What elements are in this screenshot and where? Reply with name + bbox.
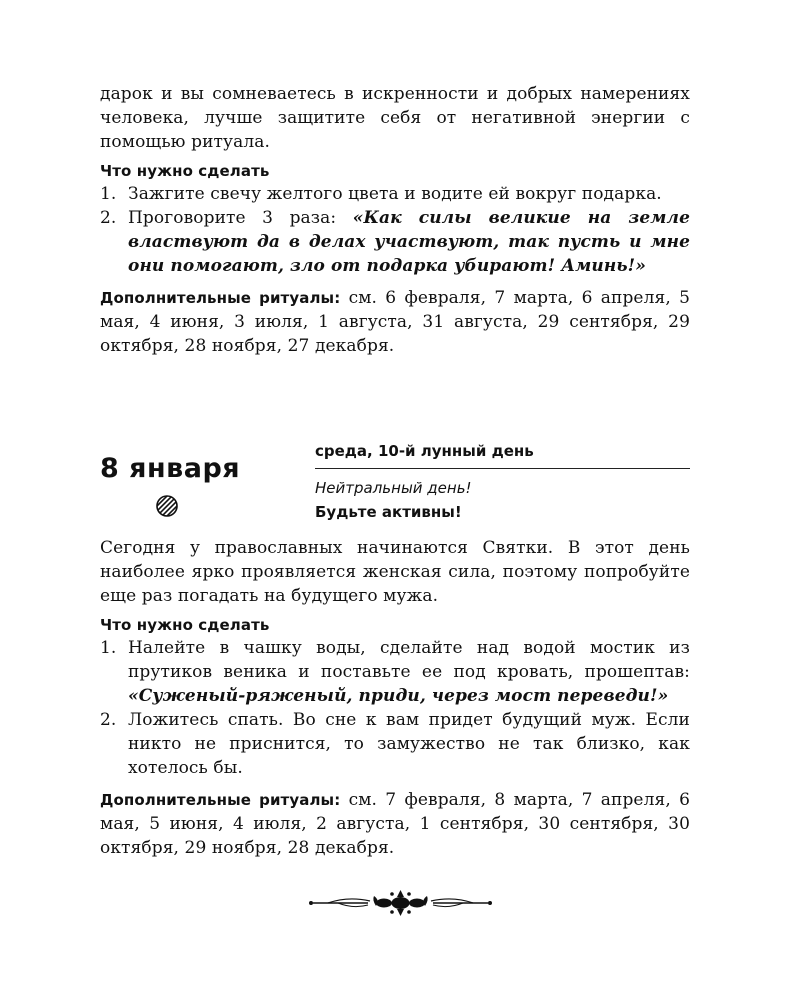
hatched-moon-icon <box>155 494 179 518</box>
weekday-lunar-day: среда, 10-й лунный день <box>315 440 690 469</box>
day-type: Нейтральный день! <box>315 479 472 497</box>
january-8-entry <box>100 536 690 860</box>
incantation-quote: «Как силы великие на земле властвуют да в делах участвуют, так пусть и мне они помогают, зло от подарка убирают! Аминь!» <box>128 208 691 276</box>
decorative-divider-icon <box>308 888 493 918</box>
steps-list <box>100 182 690 278</box>
steps-list <box>100 636 690 780</box>
extra-rituals-dates: см. 7 февраля, 8 марта, 7 апреля, 6 мая, 5 июня, 4 июля, 2 августа, 1 сентября, 30 сентября, 30 октября, 29 ноября, 28 декабря. <box>100 790 690 858</box>
intro-paragraph: дарок и вы сомневаетесь в искренности и добрых намерениях человека, лучше защитите себя от негативной энергии с помощью ритуала. <box>100 84 690 152</box>
step-number: 1. <box>100 638 117 658</box>
section-heading: Что нужно сделать <box>100 616 270 634</box>
extra-rituals-label: Дополнительные ритуалы: <box>100 791 341 809</box>
extra-rituals <box>100 286 690 358</box>
day-info <box>315 440 690 523</box>
step-number: 2. <box>100 208 117 228</box>
list-item <box>100 636 690 708</box>
extra-rituals-label: Дополнительные ритуалы: <box>100 289 341 307</box>
extra-rituals <box>100 788 690 860</box>
previous-entry <box>100 82 690 358</box>
list-item <box>100 182 690 206</box>
step-text: Проговорите 3 раза: <box>128 208 353 228</box>
page-title: 8 января <box>100 453 241 484</box>
incantation-quote: «Суженый-ряженый, приди, через мост переведи!» <box>128 686 669 706</box>
day-advice: Будьте активны! <box>315 503 462 521</box>
step-text: Зажгите свечу желтого цвета и водите ей вокруг подарка. <box>128 184 662 204</box>
extra-rituals-dates: см. 6 февраля, 7 марта, 6 апреля, 5 мая, 4 июня, 3 июля, 1 августа, 31 августа, 29 сентября, 29 октября, 28 ноября, 27 декабря. <box>100 288 690 356</box>
step-number: 2. <box>100 710 117 730</box>
list-item <box>100 708 690 780</box>
intro-paragraph: Сегодня у православных начинаются Святки. В этот день наиболее ярко проявляется женская сила, поэтому попробуйте еще раз погадать на будущего мужа. <box>100 538 690 606</box>
list-item <box>100 206 690 278</box>
section-heading: Что нужно сделать <box>100 162 270 180</box>
step-text: Ложитесь спать. Во сне к вам придет будущий муж. Если никто не приснится, то замужество не так близко, как хотелось бы. <box>128 710 690 778</box>
step-text: Налейте в чашку воды, сделайте над водой мостик из прутиков веника и поставьте ее под кровать, прошептав: <box>128 638 690 682</box>
step-number: 1. <box>100 184 117 204</box>
